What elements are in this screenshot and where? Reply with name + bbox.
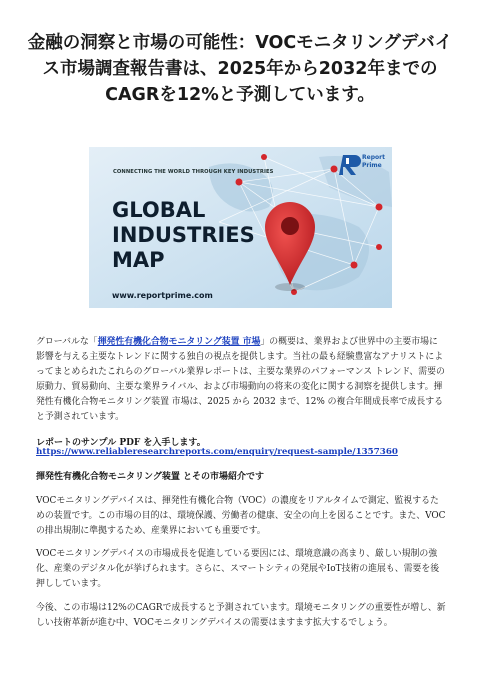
intro-prefix: グローバルな「 bbox=[36, 337, 98, 347]
section-heading: 揮発性有機化合物モニタリング装置 とその市場紹介です bbox=[36, 472, 264, 482]
logo-text-prime: Prime bbox=[362, 162, 382, 169]
body-paragraph: VOCモニタリングデバイスは、揮発性有機化合物（VOC）の濃度をリアルタイムで測定、監視するための装置です。この市場の目的は、環境保護、労働者の健康、安全の向上を図ることです。また、VOCの排出規制に準拠するため、産業界においても重要です。 bbox=[36, 496, 446, 536]
sample-request-link[interactable]: https://www.reliableresearchreports.com/enquiry/request-sample/1357360 bbox=[36, 447, 398, 457]
banner-tagline: CONNECTING THE WORLD THROUGH KEY INDUSTRIES bbox=[113, 169, 274, 175]
banner-headline-industries: INDUSTRIES bbox=[112, 223, 255, 247]
banner-headline-map: MAP bbox=[112, 248, 165, 272]
logo-text-report: Report bbox=[362, 154, 385, 161]
banner-headline-global: GLOBAL bbox=[112, 198, 206, 222]
intro-paragraph bbox=[36, 335, 446, 425]
intro-body: 」の概要は、業界および世界中の主要市場に影響を与える主要なトレンドに関する独自の視点を提供します。当社の最も経験豊富なアナリストによってまとめられたこれらのグローバル業界レポートは、主要な業界のパフォーマンス トレンド、需要の原動力、貿易動向、主要な業界ライバル、および市場動向の将来の変化に関する洞察を提供します。揮発性有機化合物モニタリング装置 市場は、2025 から 2032 まで、12% の複合年間成長率で成長すると予測されています。 bbox=[36, 337, 445, 422]
global-industries-map-banner bbox=[89, 147, 392, 308]
page-title: 金融の洞察と市場の可能性：VOCモニタリングデバイス市場調査報告書は、2025年から2032年までのCAGRを12%と予測しています。 bbox=[27, 33, 453, 105]
body-paragraph: VOCモニタリングデバイスの市場成長を促進している要因には、環境意識の高まり、厳しい規制の強化、産業のデジタル化が挙げられます。さらに、スマートシティの発展やIoT技術の進展も、需要を後押ししています。 bbox=[36, 549, 440, 589]
body-paragraph: 今後、この市場は12%のCAGRで成長すると予測されています。環境モニタリングの重要性が増し、新しい技術革新が進む中、VOCモニタリングデバイスの需要はますます拡大するでしょう。 bbox=[36, 603, 446, 628]
sample-pdf-label: レポートのサンプル PDF を入手します。 bbox=[36, 438, 206, 448]
market-link[interactable]: 揮発性有機化合物モニタリング装置 市場 bbox=[97, 337, 261, 347]
banner-website: www.reportprime.com bbox=[112, 291, 213, 300]
